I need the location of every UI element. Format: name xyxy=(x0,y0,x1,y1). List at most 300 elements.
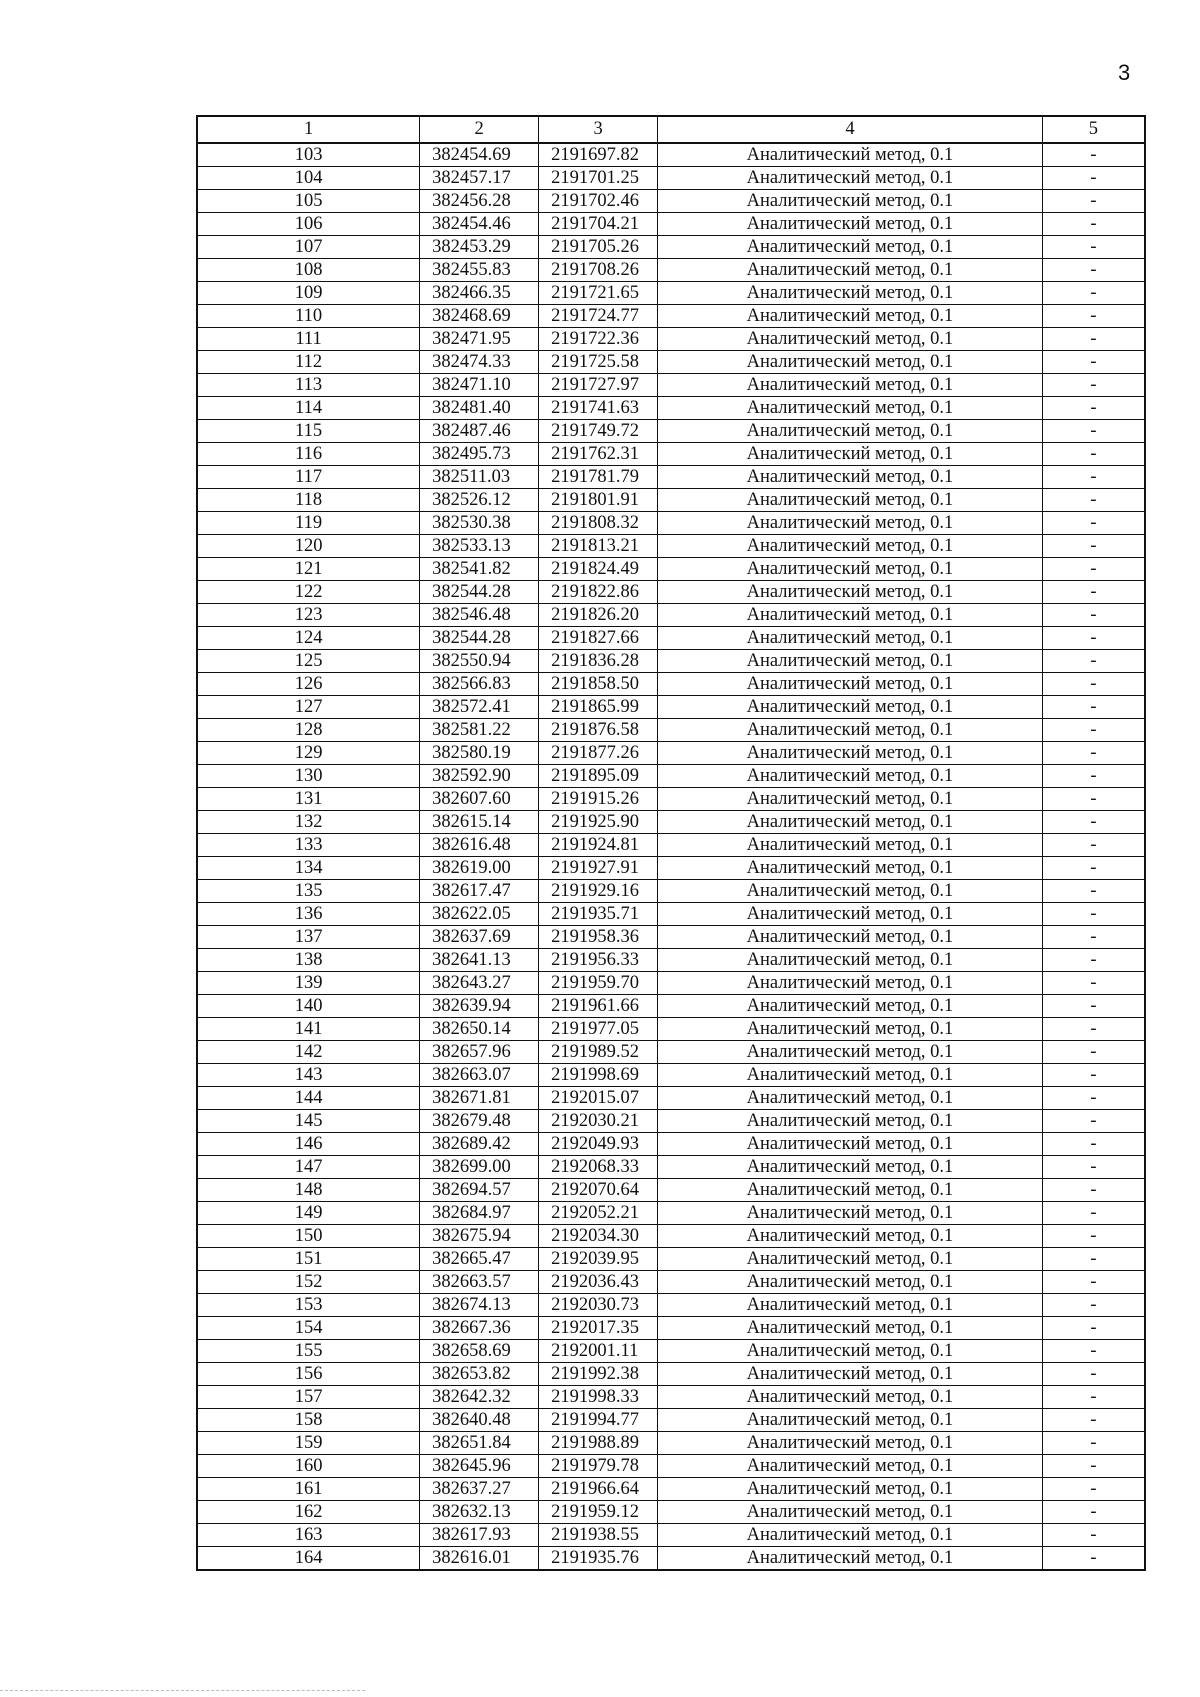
note-cell: - xyxy=(1042,1202,1145,1225)
x-coordinate-cell: 382544.28 xyxy=(420,627,539,650)
y-coordinate-cell: 2191915.26 xyxy=(539,788,658,811)
note-cell: - xyxy=(1042,1432,1145,1455)
x-coordinate-cell: 382617.93 xyxy=(420,1524,539,1547)
note-cell: - xyxy=(1042,1041,1145,1064)
x-coordinate-cell: 382679.48 xyxy=(420,1110,539,1133)
table-row xyxy=(197,834,1145,857)
y-coordinate-cell: 2191998.33 xyxy=(539,1386,658,1409)
method-cell: Аналитический метод, 0.1 xyxy=(658,1363,1043,1386)
x-coordinate-cell: 382453.29 xyxy=(420,236,539,259)
note-cell: - xyxy=(1042,282,1145,305)
note-cell: - xyxy=(1042,834,1145,857)
note-cell: - xyxy=(1042,972,1145,995)
method-cell: Аналитический метод, 0.1 xyxy=(658,788,1043,811)
y-coordinate-cell: 2191929.16 xyxy=(539,880,658,903)
point-number-cell: 141 xyxy=(197,1018,420,1041)
x-coordinate-cell: 382474.33 xyxy=(420,351,539,374)
y-coordinate-cell: 2191956.33 xyxy=(539,949,658,972)
note-cell: - xyxy=(1042,627,1145,650)
point-number-cell: 134 xyxy=(197,857,420,880)
y-coordinate-cell: 2191935.76 xyxy=(539,1547,658,1571)
note-cell: - xyxy=(1042,1018,1145,1041)
y-coordinate-cell: 2192015.07 xyxy=(539,1087,658,1110)
method-cell: Аналитический метод, 0.1 xyxy=(658,811,1043,834)
point-number-cell: 117 xyxy=(197,466,420,489)
scan-edge-line xyxy=(0,1690,365,1691)
table-row xyxy=(197,282,1145,305)
table-row xyxy=(197,466,1145,489)
y-coordinate-cell: 2192068.33 xyxy=(539,1156,658,1179)
y-coordinate-cell: 2191801.91 xyxy=(539,489,658,512)
table-row xyxy=(197,167,1145,190)
y-coordinate-cell: 2192001.11 xyxy=(539,1340,658,1363)
table-row xyxy=(197,650,1145,673)
method-cell: Аналитический метод, 0.1 xyxy=(658,1524,1043,1547)
y-coordinate-cell: 2191813.21 xyxy=(539,535,658,558)
x-coordinate-cell: 382640.48 xyxy=(420,1409,539,1432)
x-coordinate-cell: 382651.84 xyxy=(420,1432,539,1455)
point-number-cell: 110 xyxy=(197,305,420,328)
point-number-cell: 136 xyxy=(197,903,420,926)
note-cell: - xyxy=(1042,811,1145,834)
y-coordinate-cell: 2191988.89 xyxy=(539,1432,658,1455)
y-coordinate-cell: 2192070.64 xyxy=(539,1179,658,1202)
note-cell: - xyxy=(1042,857,1145,880)
x-coordinate-cell: 382617.47 xyxy=(420,880,539,903)
method-cell: Аналитический метод, 0.1 xyxy=(658,1202,1043,1225)
y-coordinate-cell: 2192052.21 xyxy=(539,1202,658,1225)
method-cell: Аналитический метод, 0.1 xyxy=(658,236,1043,259)
table-row xyxy=(197,1225,1145,1248)
x-coordinate-cell: 382639.94 xyxy=(420,995,539,1018)
x-coordinate-cell: 382619.00 xyxy=(420,857,539,880)
table-row xyxy=(197,811,1145,834)
method-cell: Аналитический метод, 0.1 xyxy=(658,190,1043,213)
x-coordinate-cell: 382471.95 xyxy=(420,328,539,351)
method-cell: Аналитический метод, 0.1 xyxy=(658,903,1043,926)
y-coordinate-cell: 2191992.38 xyxy=(539,1363,658,1386)
table-row xyxy=(197,443,1145,466)
table-row xyxy=(197,1018,1145,1041)
y-coordinate-cell: 2192017.35 xyxy=(539,1317,658,1340)
table-row xyxy=(197,673,1145,696)
method-cell: Аналитический метод, 0.1 xyxy=(658,1110,1043,1133)
point-number-cell: 143 xyxy=(197,1064,420,1087)
method-cell: Аналитический метод, 0.1 xyxy=(658,167,1043,190)
table-row xyxy=(197,1064,1145,1087)
table-row xyxy=(197,627,1145,650)
method-cell: Аналитический метод, 0.1 xyxy=(658,1386,1043,1409)
point-number-cell: 145 xyxy=(197,1110,420,1133)
point-number-cell: 160 xyxy=(197,1455,420,1478)
table-row xyxy=(197,1041,1145,1064)
method-cell: Аналитический метод, 0.1 xyxy=(658,466,1043,489)
x-coordinate-cell: 382641.13 xyxy=(420,949,539,972)
y-coordinate-cell: 2191824.49 xyxy=(539,558,658,581)
table-row xyxy=(197,880,1145,903)
point-number-cell: 106 xyxy=(197,213,420,236)
x-coordinate-cell: 382699.00 xyxy=(420,1156,539,1179)
y-coordinate-cell: 2191927.91 xyxy=(539,857,658,880)
note-cell: - xyxy=(1042,1156,1145,1179)
method-cell: Аналитический метод, 0.1 xyxy=(658,972,1043,995)
y-coordinate-cell: 2191865.99 xyxy=(539,696,658,719)
point-number-cell: 155 xyxy=(197,1340,420,1363)
table-row xyxy=(197,903,1145,926)
table-row xyxy=(197,1432,1145,1455)
x-coordinate-cell: 382663.07 xyxy=(420,1064,539,1087)
page-number: 3 xyxy=(1118,60,1131,85)
note-cell: - xyxy=(1042,719,1145,742)
y-coordinate-cell: 2191827.66 xyxy=(539,627,658,650)
x-coordinate-cell: 382487.46 xyxy=(420,420,539,443)
note-cell: - xyxy=(1042,1248,1145,1271)
note-cell: - xyxy=(1042,1455,1145,1478)
x-coordinate-cell: 382607.60 xyxy=(420,788,539,811)
table-row xyxy=(197,1386,1145,1409)
point-number-cell: 152 xyxy=(197,1271,420,1294)
table-row xyxy=(197,1202,1145,1225)
note-cell: - xyxy=(1042,190,1145,213)
y-coordinate-cell: 2191724.77 xyxy=(539,305,658,328)
method-cell: Аналитический метод, 0.1 xyxy=(658,765,1043,788)
note-cell: - xyxy=(1042,351,1145,374)
point-number-cell: 150 xyxy=(197,1225,420,1248)
x-coordinate-cell: 382694.57 xyxy=(420,1179,539,1202)
x-coordinate-cell: 382632.13 xyxy=(420,1501,539,1524)
method-cell: Аналитический метод, 0.1 xyxy=(658,397,1043,420)
note-cell: - xyxy=(1042,1409,1145,1432)
table-header-row xyxy=(197,116,1145,143)
table-row xyxy=(197,1271,1145,1294)
note-cell: - xyxy=(1042,1478,1145,1501)
x-coordinate-cell: 382457.17 xyxy=(420,167,539,190)
x-coordinate-cell: 382530.38 xyxy=(420,512,539,535)
note-cell: - xyxy=(1042,742,1145,765)
x-coordinate-cell: 382637.27 xyxy=(420,1478,539,1501)
table-row xyxy=(197,512,1145,535)
x-coordinate-cell: 382616.48 xyxy=(420,834,539,857)
note-cell: - xyxy=(1042,236,1145,259)
method-cell: Аналитический метод, 0.1 xyxy=(658,1340,1043,1363)
table-row xyxy=(197,397,1145,420)
table-row xyxy=(197,1294,1145,1317)
table-row xyxy=(197,213,1145,236)
point-number-cell: 157 xyxy=(197,1386,420,1409)
method-cell: Аналитический метод, 0.1 xyxy=(658,143,1043,167)
table-row xyxy=(197,1363,1145,1386)
point-number-cell: 108 xyxy=(197,259,420,282)
table-row xyxy=(197,719,1145,742)
note-cell: - xyxy=(1042,604,1145,627)
y-coordinate-cell: 2191924.81 xyxy=(539,834,658,857)
point-number-cell: 118 xyxy=(197,489,420,512)
point-number-cell: 132 xyxy=(197,811,420,834)
table-row xyxy=(197,1524,1145,1547)
table-row xyxy=(197,1501,1145,1524)
point-number-cell: 147 xyxy=(197,1156,420,1179)
x-coordinate-cell: 382667.36 xyxy=(420,1317,539,1340)
table-row xyxy=(197,972,1145,995)
note-cell: - xyxy=(1042,903,1145,926)
point-number-cell: 162 xyxy=(197,1501,420,1524)
point-number-cell: 154 xyxy=(197,1317,420,1340)
x-coordinate-cell: 382684.97 xyxy=(420,1202,539,1225)
method-cell: Аналитический метод, 0.1 xyxy=(658,443,1043,466)
method-cell: Аналитический метод, 0.1 xyxy=(658,673,1043,696)
point-number-cell: 115 xyxy=(197,420,420,443)
y-coordinate-cell: 2191998.69 xyxy=(539,1064,658,1087)
table-row xyxy=(197,374,1145,397)
x-coordinate-cell: 382544.28 xyxy=(420,581,539,604)
point-number-cell: 142 xyxy=(197,1041,420,1064)
y-coordinate-cell: 2191701.25 xyxy=(539,167,658,190)
table-row xyxy=(197,305,1145,328)
table-row xyxy=(197,949,1145,972)
point-number-cell: 120 xyxy=(197,535,420,558)
method-cell: Аналитический метод, 0.1 xyxy=(658,1018,1043,1041)
x-coordinate-cell: 382511.03 xyxy=(420,466,539,489)
method-cell: Аналитический метод, 0.1 xyxy=(658,627,1043,650)
note-cell: - xyxy=(1042,581,1145,604)
point-number-cell: 127 xyxy=(197,696,420,719)
x-coordinate-cell: 382581.22 xyxy=(420,719,539,742)
table-row xyxy=(197,1340,1145,1363)
y-coordinate-cell: 2191836.28 xyxy=(539,650,658,673)
x-coordinate-cell: 382533.13 xyxy=(420,535,539,558)
note-cell: - xyxy=(1042,167,1145,190)
x-coordinate-cell: 382481.40 xyxy=(420,397,539,420)
table-row xyxy=(197,1248,1145,1271)
x-coordinate-cell: 382689.42 xyxy=(420,1133,539,1156)
method-cell: Аналитический метод, 0.1 xyxy=(658,282,1043,305)
x-coordinate-cell: 382671.81 xyxy=(420,1087,539,1110)
x-coordinate-cell: 382550.94 xyxy=(420,650,539,673)
method-cell: Аналитический метод, 0.1 xyxy=(658,1064,1043,1087)
table-row xyxy=(197,788,1145,811)
note-cell: - xyxy=(1042,1294,1145,1317)
y-coordinate-cell: 2192049.93 xyxy=(539,1133,658,1156)
x-coordinate-cell: 382622.05 xyxy=(420,903,539,926)
x-coordinate-cell: 382456.28 xyxy=(420,190,539,213)
x-coordinate-cell: 382643.27 xyxy=(420,972,539,995)
y-coordinate-cell: 2191959.70 xyxy=(539,972,658,995)
y-coordinate-cell: 2191721.65 xyxy=(539,282,658,305)
note-cell: - xyxy=(1042,1386,1145,1409)
note-cell: - xyxy=(1042,1179,1145,1202)
y-coordinate-cell: 2191697.82 xyxy=(539,143,658,167)
point-number-cell: 131 xyxy=(197,788,420,811)
note-cell: - xyxy=(1042,512,1145,535)
method-cell: Аналитический метод, 0.1 xyxy=(658,420,1043,443)
note-cell: - xyxy=(1042,558,1145,581)
point-number-cell: 133 xyxy=(197,834,420,857)
table-row xyxy=(197,1110,1145,1133)
method-cell: Аналитический метод, 0.1 xyxy=(658,1133,1043,1156)
method-cell: Аналитический метод, 0.1 xyxy=(658,581,1043,604)
note-cell: - xyxy=(1042,466,1145,489)
y-coordinate-cell: 2191708.26 xyxy=(539,259,658,282)
method-cell: Аналитический метод, 0.1 xyxy=(658,213,1043,236)
method-cell: Аналитический метод, 0.1 xyxy=(658,374,1043,397)
note-cell: - xyxy=(1042,374,1145,397)
note-cell: - xyxy=(1042,1317,1145,1340)
note-cell: - xyxy=(1042,213,1145,236)
y-coordinate-cell: 2191781.79 xyxy=(539,466,658,489)
table-row xyxy=(197,742,1145,765)
note-cell: - xyxy=(1042,949,1145,972)
point-number-cell: 129 xyxy=(197,742,420,765)
table-row xyxy=(197,1133,1145,1156)
point-number-cell: 164 xyxy=(197,1547,420,1571)
note-cell: - xyxy=(1042,1547,1145,1571)
x-coordinate-cell: 382592.90 xyxy=(420,765,539,788)
method-cell: Аналитический метод, 0.1 xyxy=(658,1501,1043,1524)
method-cell: Аналитический метод, 0.1 xyxy=(658,259,1043,282)
table-row xyxy=(197,696,1145,719)
note-cell: - xyxy=(1042,1501,1145,1524)
note-cell: - xyxy=(1042,1363,1145,1386)
point-number-cell: 111 xyxy=(197,328,420,351)
column-header-3: 3 xyxy=(539,116,658,143)
method-cell: Аналитический метод, 0.1 xyxy=(658,489,1043,512)
table-row xyxy=(197,1478,1145,1501)
note-cell: - xyxy=(1042,489,1145,512)
method-cell: Аналитический метод, 0.1 xyxy=(658,719,1043,742)
y-coordinate-cell: 2192030.21 xyxy=(539,1110,658,1133)
note-cell: - xyxy=(1042,1225,1145,1248)
x-coordinate-cell: 382645.96 xyxy=(420,1455,539,1478)
point-number-cell: 148 xyxy=(197,1179,420,1202)
y-coordinate-cell: 2191877.26 xyxy=(539,742,658,765)
method-cell: Аналитический метод, 0.1 xyxy=(658,1156,1043,1179)
table-row xyxy=(197,1317,1145,1340)
x-coordinate-cell: 382495.73 xyxy=(420,443,539,466)
x-coordinate-cell: 382468.69 xyxy=(420,305,539,328)
point-number-cell: 161 xyxy=(197,1478,420,1501)
column-header-1: 1 xyxy=(197,116,420,143)
note-cell: - xyxy=(1042,535,1145,558)
point-number-cell: 158 xyxy=(197,1409,420,1432)
x-coordinate-cell: 382541.82 xyxy=(420,558,539,581)
note-cell: - xyxy=(1042,1133,1145,1156)
method-cell: Аналитический метод, 0.1 xyxy=(658,857,1043,880)
point-number-cell: 103 xyxy=(197,143,420,167)
point-number-cell: 122 xyxy=(197,581,420,604)
point-number-cell: 149 xyxy=(197,1202,420,1225)
point-number-cell: 140 xyxy=(197,995,420,1018)
x-coordinate-cell: 382657.96 xyxy=(420,1041,539,1064)
note-cell: - xyxy=(1042,328,1145,351)
table-row xyxy=(197,535,1145,558)
table-row xyxy=(197,1156,1145,1179)
x-coordinate-cell: 382615.14 xyxy=(420,811,539,834)
column-header-4: 4 xyxy=(658,116,1043,143)
x-coordinate-cell: 382526.12 xyxy=(420,489,539,512)
method-cell: Аналитический метод, 0.1 xyxy=(658,880,1043,903)
table-row xyxy=(197,489,1145,512)
x-coordinate-cell: 382663.57 xyxy=(420,1271,539,1294)
y-coordinate-cell: 2191994.77 xyxy=(539,1409,658,1432)
y-coordinate-cell: 2191826.20 xyxy=(539,604,658,627)
x-coordinate-cell: 382471.10 xyxy=(420,374,539,397)
point-number-cell: 138 xyxy=(197,949,420,972)
note-cell: - xyxy=(1042,1087,1145,1110)
point-number-cell: 139 xyxy=(197,972,420,995)
note-cell: - xyxy=(1042,650,1145,673)
table-row xyxy=(197,581,1145,604)
y-coordinate-cell: 2191979.78 xyxy=(539,1455,658,1478)
y-coordinate-cell: 2192039.95 xyxy=(539,1248,658,1271)
table-row xyxy=(197,420,1145,443)
method-cell: Аналитический метод, 0.1 xyxy=(658,1041,1043,1064)
point-number-cell: 116 xyxy=(197,443,420,466)
table-row xyxy=(197,765,1145,788)
method-cell: Аналитический метод, 0.1 xyxy=(658,1478,1043,1501)
point-number-cell: 159 xyxy=(197,1432,420,1455)
column-header-5: 5 xyxy=(1042,116,1145,143)
note-cell: - xyxy=(1042,397,1145,420)
y-coordinate-cell: 2191938.55 xyxy=(539,1524,658,1547)
y-coordinate-cell: 2191704.21 xyxy=(539,213,658,236)
table-row xyxy=(197,604,1145,627)
note-cell: - xyxy=(1042,305,1145,328)
y-coordinate-cell: 2191749.72 xyxy=(539,420,658,443)
x-coordinate-cell: 382580.19 xyxy=(420,742,539,765)
x-coordinate-cell: 382637.69 xyxy=(420,926,539,949)
table-row xyxy=(197,1087,1145,1110)
method-cell: Аналитический метод, 0.1 xyxy=(658,1248,1043,1271)
table-row xyxy=(197,1455,1145,1478)
method-cell: Аналитический метод, 0.1 xyxy=(658,834,1043,857)
method-cell: Аналитический метод, 0.1 xyxy=(658,995,1043,1018)
note-cell: - xyxy=(1042,926,1145,949)
table-row xyxy=(197,1179,1145,1202)
x-coordinate-cell: 382572.41 xyxy=(420,696,539,719)
table-row xyxy=(197,351,1145,374)
method-cell: Аналитический метод, 0.1 xyxy=(658,926,1043,949)
note-cell: - xyxy=(1042,995,1145,1018)
x-coordinate-cell: 382674.13 xyxy=(420,1294,539,1317)
y-coordinate-cell: 2191961.66 xyxy=(539,995,658,1018)
point-number-cell: 109 xyxy=(197,282,420,305)
table-row xyxy=(197,995,1145,1018)
note-cell: - xyxy=(1042,1340,1145,1363)
method-cell: Аналитический метод, 0.1 xyxy=(658,949,1043,972)
point-number-cell: 135 xyxy=(197,880,420,903)
y-coordinate-cell: 2191741.63 xyxy=(539,397,658,420)
method-cell: Аналитический метод, 0.1 xyxy=(658,742,1043,765)
point-number-cell: 124 xyxy=(197,627,420,650)
method-cell: Аналитический метод, 0.1 xyxy=(658,1317,1043,1340)
y-coordinate-cell: 2191722.36 xyxy=(539,328,658,351)
note-cell: - xyxy=(1042,443,1145,466)
x-coordinate-cell: 382653.82 xyxy=(420,1363,539,1386)
x-coordinate-cell: 382675.94 xyxy=(420,1225,539,1248)
method-cell: Аналитический метод, 0.1 xyxy=(658,696,1043,719)
note-cell: - xyxy=(1042,765,1145,788)
method-cell: Аналитический метод, 0.1 xyxy=(658,558,1043,581)
table-row xyxy=(197,259,1145,282)
note-cell: - xyxy=(1042,420,1145,443)
note-cell: - xyxy=(1042,1064,1145,1087)
point-number-cell: 121 xyxy=(197,558,420,581)
note-cell: - xyxy=(1042,1271,1145,1294)
table-row xyxy=(197,190,1145,213)
x-coordinate-cell: 382546.48 xyxy=(420,604,539,627)
y-coordinate-cell: 2191808.32 xyxy=(539,512,658,535)
note-cell: - xyxy=(1042,880,1145,903)
